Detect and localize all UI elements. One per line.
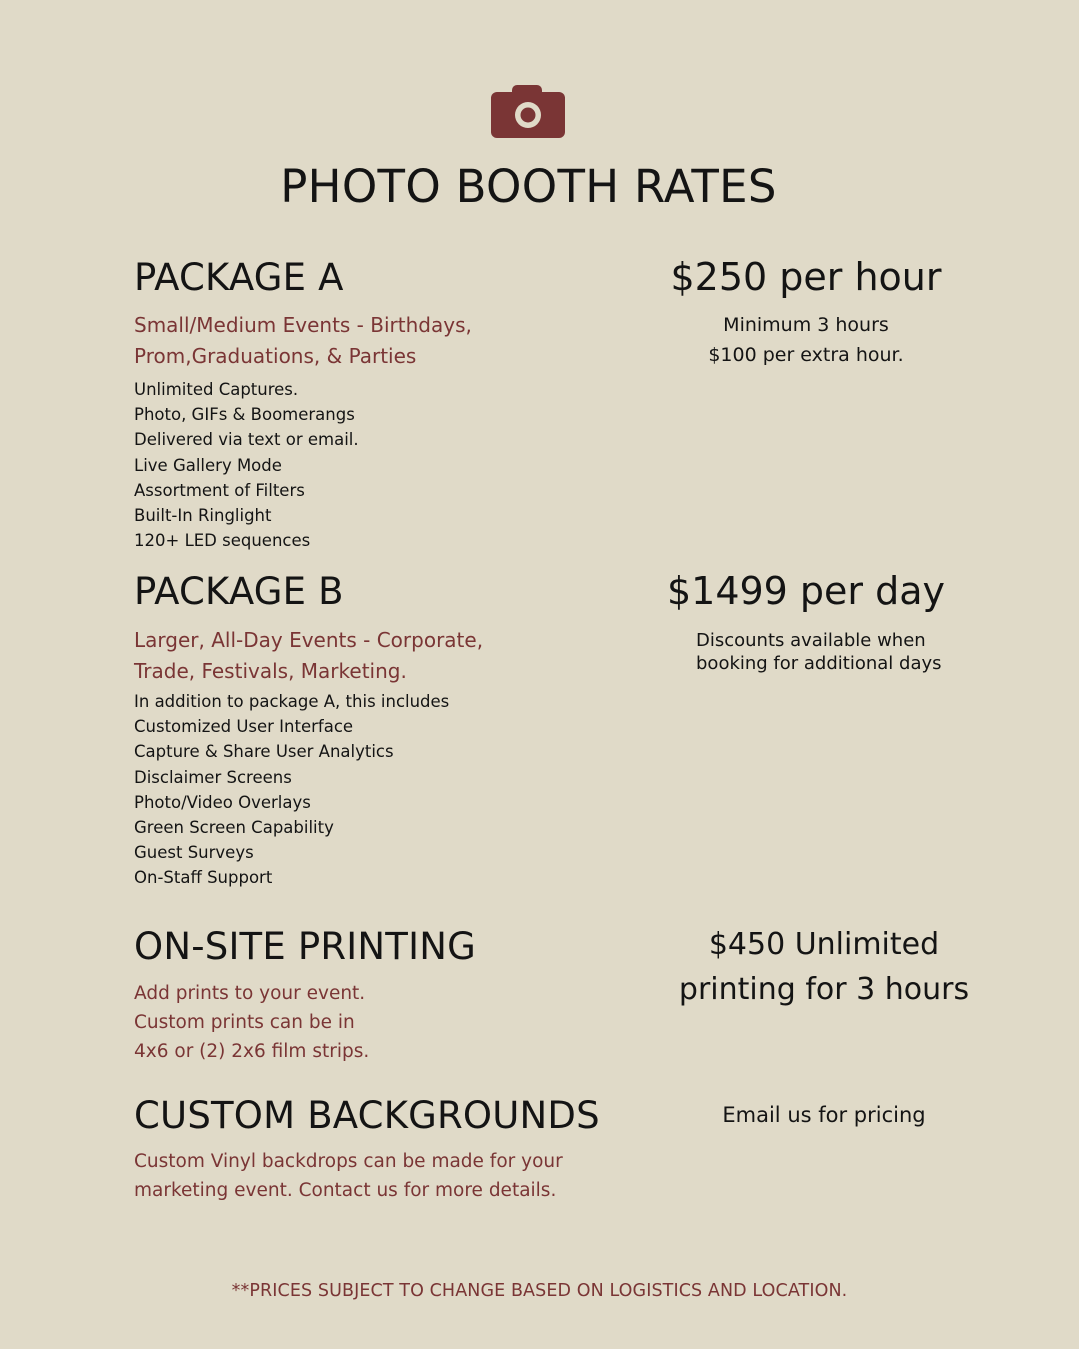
package-a-note-line: $100 per extra hour. (708, 344, 904, 366)
backgrounds-description (134, 1147, 563, 1205)
feature-item: On-Staff Support (134, 868, 273, 888)
package-b-title: PACKAGE B (134, 570, 344, 613)
package-b-features (134, 689, 449, 891)
package-b-subtitle-line: Larger, All-Day Events - Corporate, (134, 628, 484, 652)
feature-item: In addition to package A, this includes (134, 692, 450, 711)
package-b-note-line: Discounts available when (696, 630, 926, 651)
feature-item: Guest Surveys (134, 843, 254, 863)
feature-item: Unlimited Captures. (134, 380, 299, 399)
feature-item: Capture & Share User Analytics (134, 742, 394, 762)
feature-item: 120+ LED sequences (134, 531, 311, 551)
package-a-notes (646, 310, 966, 370)
feature-item: Delivered via text or email. (134, 430, 359, 450)
backgrounds-price: Email us for pricing (722, 1103, 926, 1127)
feature-item: Photo, GIFs & Boomerangs (134, 405, 355, 425)
backgrounds-title: CUSTOM BACKGROUNDS (134, 1094, 600, 1137)
printing-price-line: printing for 3 hours (678, 972, 970, 1007)
printing-description-line: 4x6 or (2) 2x6 film strips. (134, 1041, 370, 1062)
feature-item: Customized User Interface (134, 717, 354, 737)
package-b-subtitle (134, 625, 483, 687)
package-a-features (134, 377, 359, 553)
page-title: PHOTO BOOTH RATES (280, 160, 777, 213)
feature-item: Green Screen Capability (134, 818, 334, 838)
feature-item: Photo/Video Overlays (134, 792, 311, 812)
package-b-price: $1499 per day (666, 569, 946, 613)
package-a-price: $250 per hour (670, 255, 942, 299)
package-a-subtitle-line: Small/Medium Events - Birthdays, (134, 313, 472, 337)
feature-item: Disclaimer Screens (134, 767, 292, 787)
printing-description-line: Add prints to your event. (134, 983, 366, 1004)
printing-price-line: $450 Unlimited (708, 927, 940, 962)
backgrounds-description-line: marketing event. Contact us for more details. (134, 1180, 557, 1201)
package-a-subtitle (134, 310, 472, 372)
package-b-note-line: booking for additional days (696, 653, 942, 674)
package-a-subtitle-line: Prom,Graduations, & Parties (134, 344, 417, 368)
footer-note: **PRICES SUBJECT TO CHANGE BASED ON LOGISTICS AND LOCATION. (231, 1281, 848, 1301)
printing-description (134, 979, 369, 1066)
printing-description-line: Custom prints can be in (134, 1012, 355, 1033)
package-b-notes (696, 629, 942, 675)
package-a-title: PACKAGE A (134, 256, 344, 299)
backgrounds-description-line: Custom Vinyl backdrops can be made for your (134, 1151, 563, 1172)
package-a-note-line: Minimum 3 hours (723, 314, 889, 336)
feature-item: Live Gallery Mode (134, 455, 282, 475)
printing-title: ON-SITE PRINTING (134, 925, 476, 968)
feature-item: Built-In Ringlight (134, 506, 272, 526)
printing-price (664, 922, 984, 1012)
camera-icon (490, 84, 566, 140)
package-b-subtitle-line: Trade, Festivals, Marketing. (134, 659, 407, 683)
feature-item: Assortment of Filters (134, 480, 305, 500)
